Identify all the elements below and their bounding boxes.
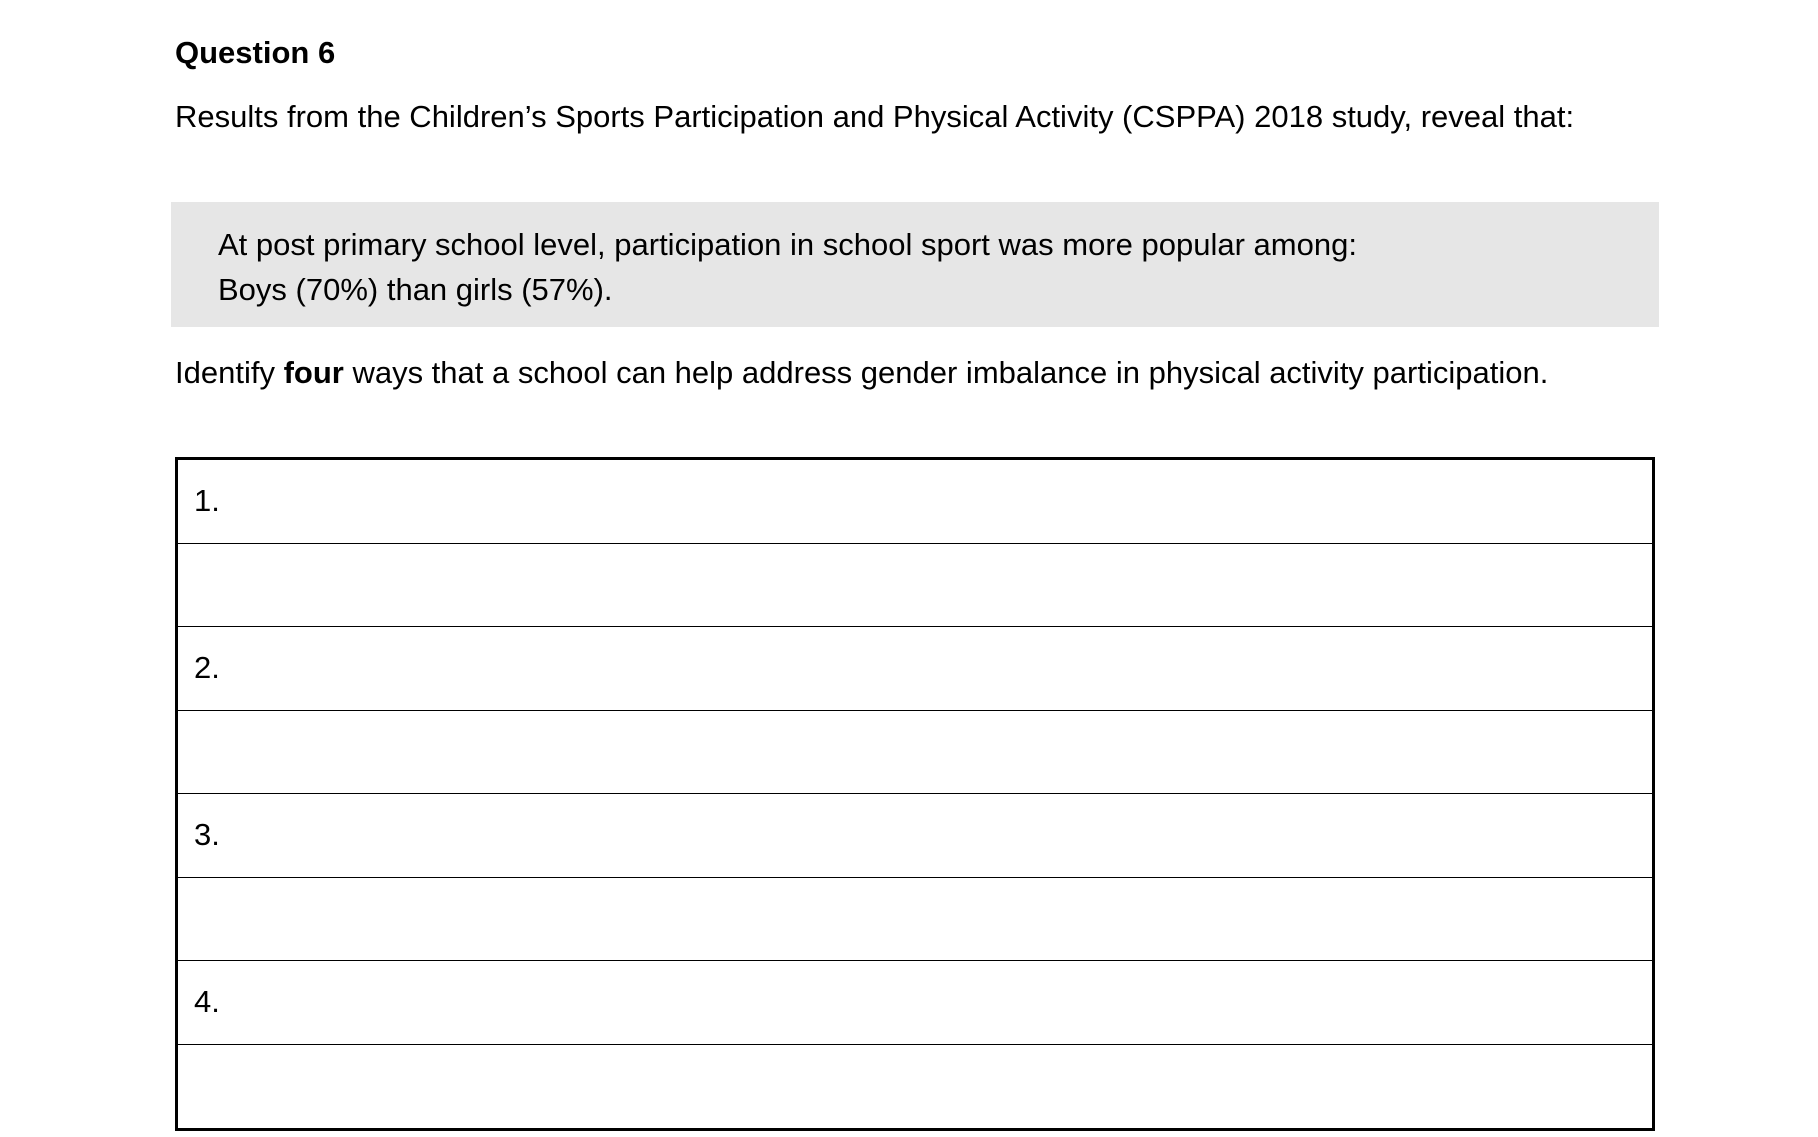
answer-row-4-continued[interactable] [178, 1045, 1652, 1129]
answer-label: 2. [194, 650, 220, 686]
answer-row-3-continued[interactable] [178, 878, 1652, 962]
instruction-emphasis: four [283, 355, 344, 390]
answer-row-1[interactable] [178, 460, 1652, 544]
answer-row-2[interactable] [178, 627, 1652, 711]
answer-label: 4. [194, 984, 220, 1020]
answer-row-4[interactable] [178, 961, 1652, 1045]
statistic-callout [171, 202, 1659, 327]
instruction-text-start: Identify [175, 355, 284, 390]
answer-row-2-continued[interactable] [178, 711, 1652, 795]
question-intro: Results from the Children’s Sports Participation and Physical Activity (CSPPA) 2018 study, reveal that: [175, 99, 1575, 134]
answer-table [175, 457, 1655, 1131]
answer-label: 1. [194, 483, 220, 519]
callout-line-1: At post primary school level, participation in school sport was more popular among: [218, 227, 1357, 262]
answer-label: 3. [194, 817, 220, 853]
instruction-text-end: ways that a school can help address gender imbalance in physical activity participation. [343, 355, 1549, 390]
question-title: Question 6 [175, 35, 336, 70]
question-instruction [175, 350, 1645, 395]
answer-row-1-continued[interactable] [178, 544, 1652, 628]
callout-line-2: Boys (70%) than girls (57%). [218, 272, 613, 307]
answer-row-3[interactable] [178, 794, 1652, 878]
